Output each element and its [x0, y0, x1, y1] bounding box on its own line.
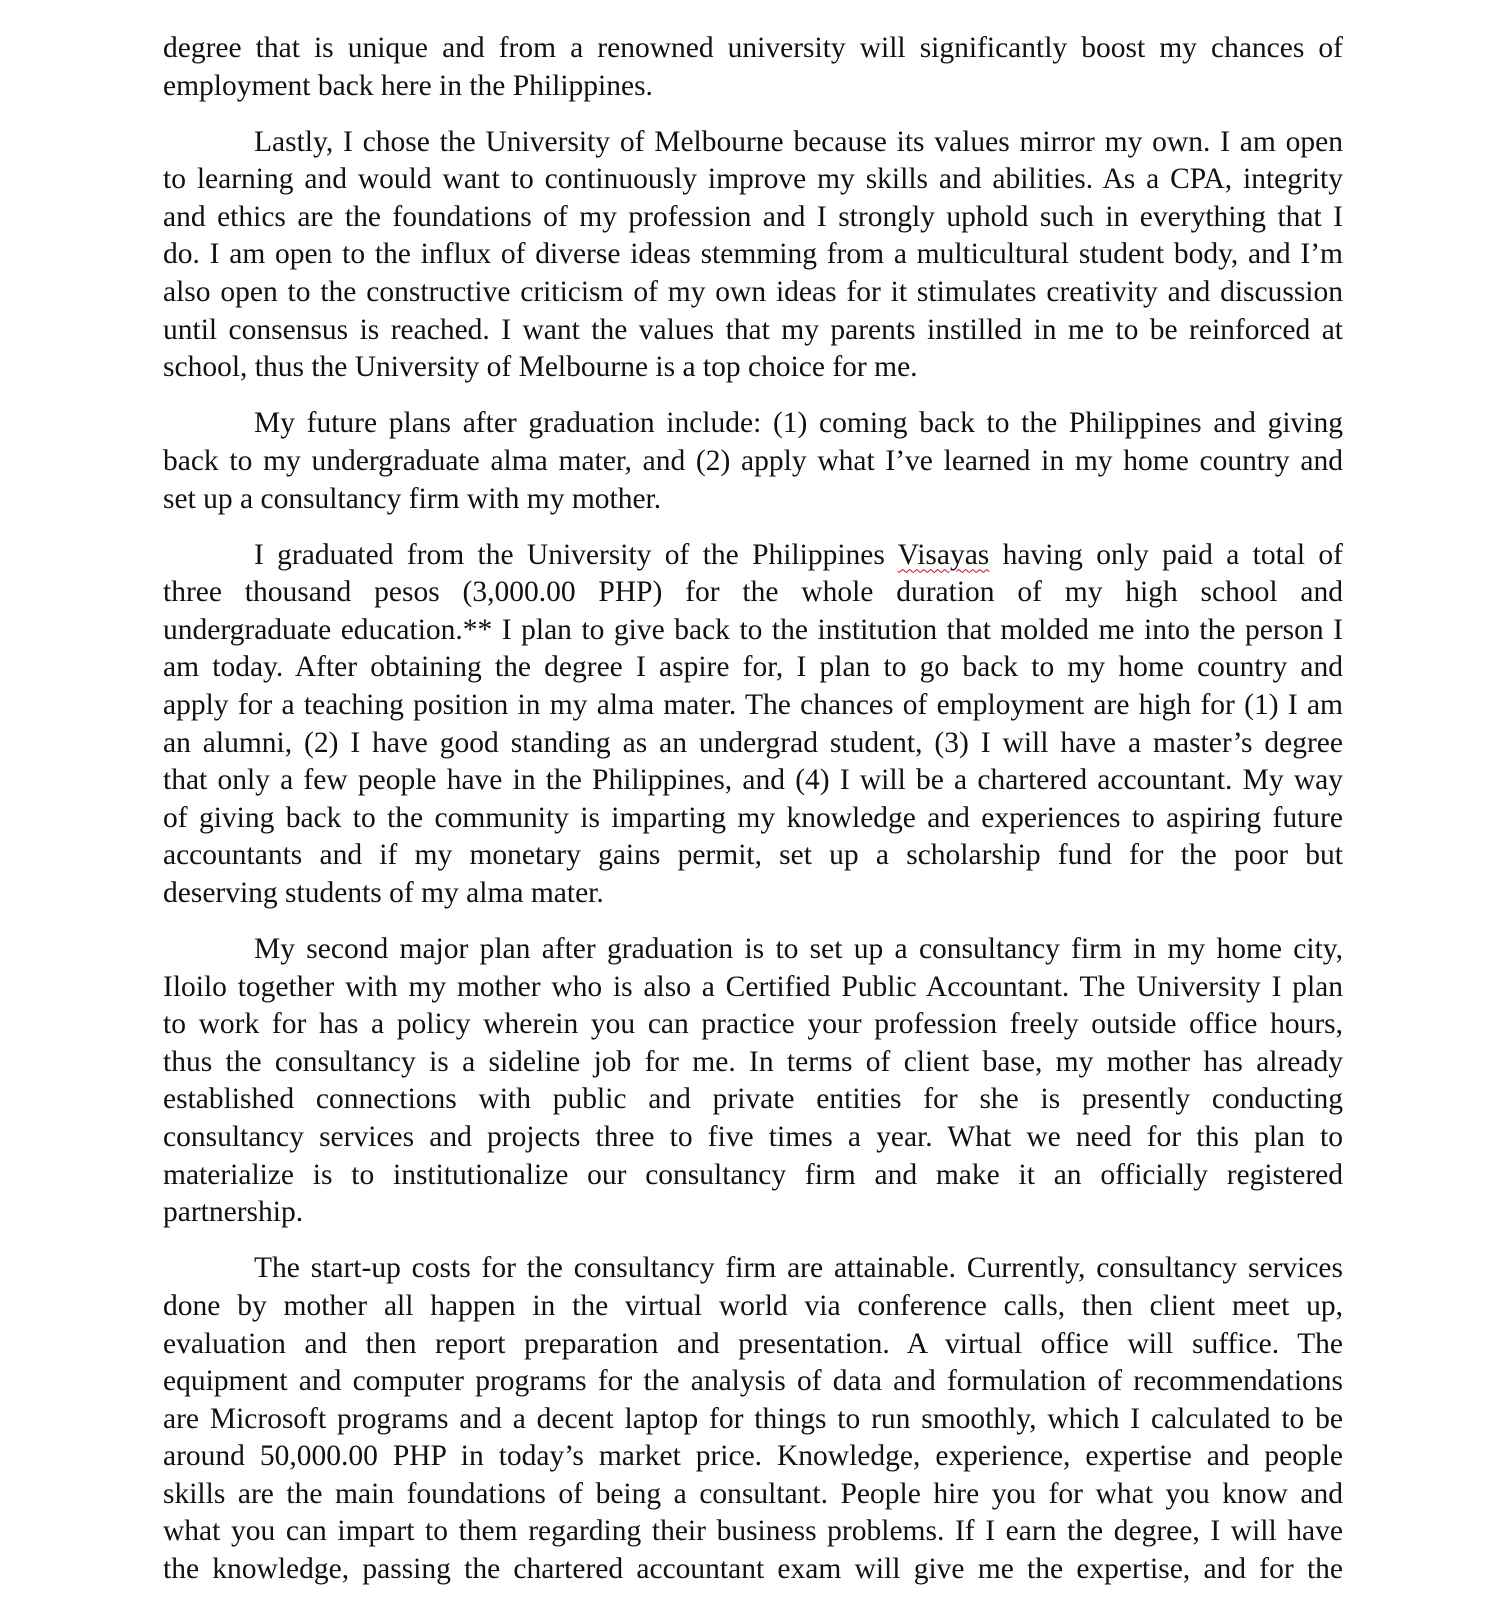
text-line: undergraduate education.** I plan to give back to the institution that molded me into the person I	[163, 613, 1343, 646]
text-line: employment back here in the Philippines.	[163, 69, 653, 102]
text-line: deserving students of my alma mater.	[163, 876, 604, 909]
text-line: three thousand pesos (3,000.00 PHP) for the whole duration of my high school and	[163, 576, 1343, 609]
text-line: My future plans after graduation include: (1) coming back to the Philippines and giving	[254, 407, 1343, 440]
text-line: are Microsoft programs and a decent laptop for things to run smoothly, which I calculated to be	[163, 1402, 1343, 1435]
text-line: do. I am open to the influx of diverse ideas stemming from a multicultural student body, and I’m	[163, 238, 1343, 271]
text-line: accountants and if my monetary gains permit, set up a scholarship fund for the poor but	[163, 839, 1343, 872]
text-line: also open to the constructive criticism of my own ideas for it stimulates creativity and discussion	[163, 276, 1343, 309]
text-line: My second major plan after graduation is to set up a consultancy firm in my home city,	[254, 933, 1343, 966]
text-line: partnership.	[163, 1196, 304, 1229]
paragraph	[163, 30, 1343, 105]
paragraph	[163, 1250, 1343, 1588]
spellcheck-flagged-word[interactable]: Visayas	[897, 538, 990, 571]
paragraph	[163, 931, 1343, 1232]
text-line: apply for a teaching position in my alma mater. The chances of employment are high for (1) I am	[163, 689, 1343, 721]
text-line: and ethics are the foundations of my profession and I strongly uphold such in everything that I	[163, 200, 1343, 233]
text-line: skills are the main foundations of being a consultant. People hire you for what you know and	[163, 1477, 1343, 1510]
text-line: The start-up costs for the consultancy firm are attainable. Currently, consultancy services	[254, 1252, 1343, 1285]
text-line: what you can impart to them regarding their business problems. If I earn the degree, I will have	[163, 1515, 1343, 1548]
text-line: until consensus is reached. I want the values that my parents instilled in me to be reinforced at	[163, 313, 1343, 346]
text-line: materialize is to institutionalize our consultancy firm and make it an officially registered	[163, 1158, 1343, 1191]
document-body[interactable]	[163, 30, 1343, 1607]
text-line: the knowledge, passing the chartered accountant exam will give me the expertise, and for the	[163, 1553, 1343, 1586]
text-line: school, thus the University of Melbourne is a top choice for me.	[163, 351, 918, 384]
text-line: done by mother all happen in the virtual world via conference calls, then client meet up,	[163, 1289, 1343, 1322]
paragraph	[163, 537, 1343, 913]
text-line: thus the consultancy is a sideline job for me. In terms of client base, my mother has already	[163, 1045, 1343, 1078]
text-line: that only a few people have in the Philippines, and (4) I will be a chartered accountant. My way	[163, 764, 1343, 797]
text-line: set up a consultancy firm with my mother.	[163, 482, 662, 515]
text-line: back to my undergraduate alma mater, and (2) apply what I’ve learned in my home country and	[163, 444, 1343, 477]
text-line: degree that is unique and from a renowned university will significantly boost my chances of	[163, 32, 1343, 64]
text-line: around 50,000.00 PHP in today’s market price. Knowledge, experience, expertise and people	[163, 1440, 1343, 1473]
text-line: of giving back to the community is imparting my knowledge and experiences to aspiring future	[163, 801, 1343, 834]
text-line: established connections with public and private entities for she is presently conducting	[163, 1083, 1343, 1116]
text-line: I graduated from the University of the Philippines Visayas having only paid a total of	[254, 538, 1343, 571]
text-line: an alumni, (2) I have good standing as an undergrad student, (3) I will have a master’s degree	[163, 726, 1343, 759]
text-line: equipment and computer programs for the analysis of data and formulation of recommendations	[163, 1365, 1343, 1398]
paragraph	[163, 124, 1343, 387]
text-line: am today. After obtaining the degree I aspire for, I plan to go back to my home country and	[163, 651, 1343, 684]
text-line: Iloilo together with my mother who is also a Certified Public Accountant. The University I plan	[163, 970, 1343, 1003]
text-line: to learning and would want to continuously improve my skills and abilities. As a CPA, integrity	[163, 163, 1343, 196]
paragraph	[163, 405, 1343, 518]
text-line: evaluation and then report preparation and presentation. A virtual office will suffice. The	[163, 1327, 1343, 1360]
text-line: Lastly, I chose the University of Melbourne because its values mirror my own. I am open	[254, 125, 1343, 158]
text-line: consultancy services and projects three to five times a year. What we need for this plan to	[163, 1121, 1343, 1154]
text-line: to work for has a policy wherein you can practice your profession freely outside office hours,	[163, 1008, 1343, 1041]
